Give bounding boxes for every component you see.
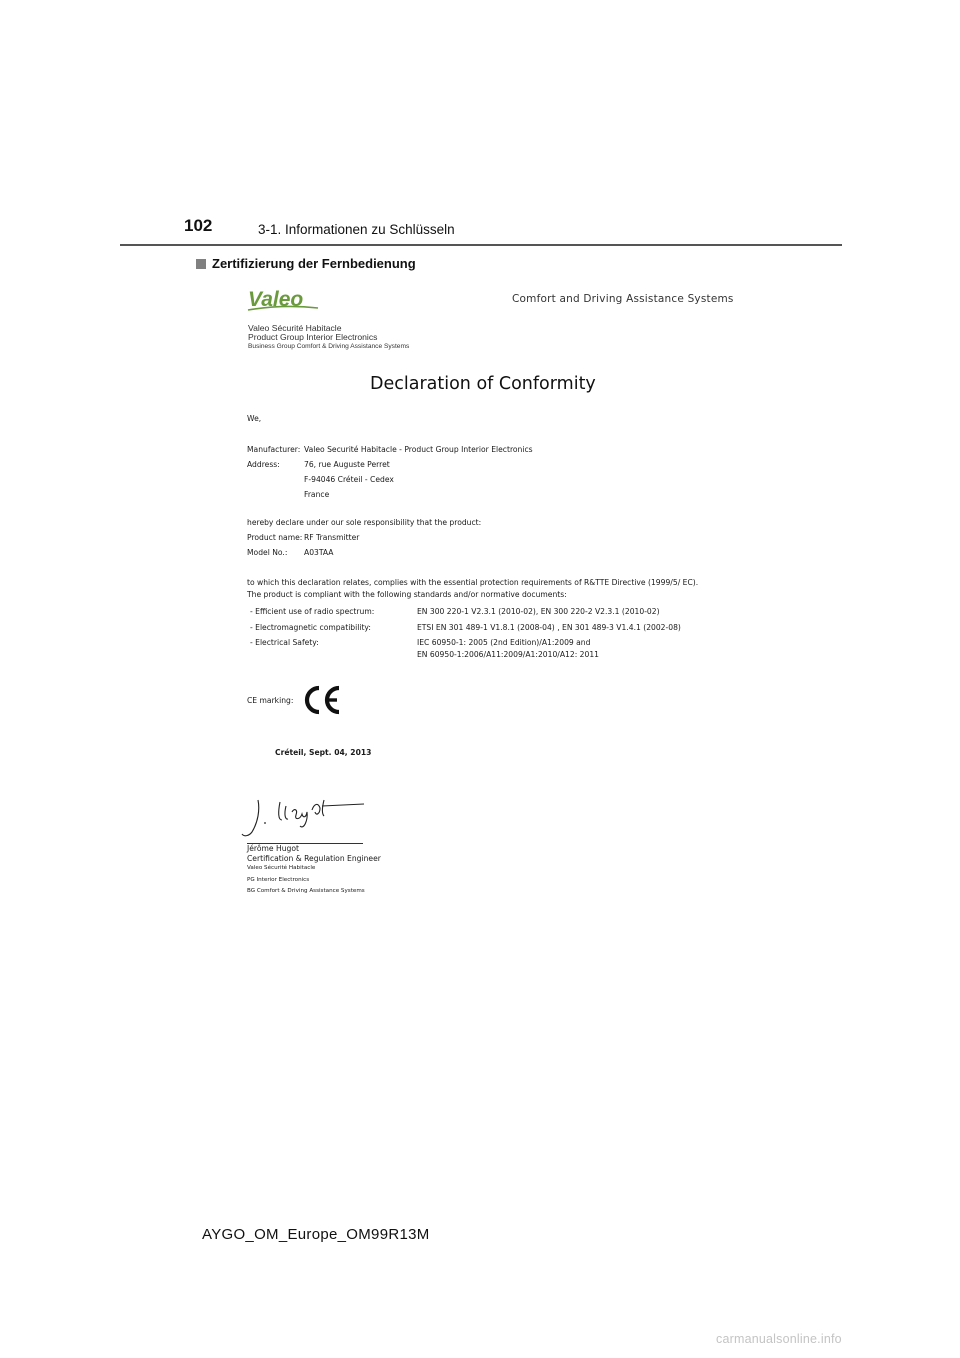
company-block: [248, 324, 409, 351]
declare-text: hereby declare under our sole responsibility that the product:: [247, 518, 482, 527]
standard-value: EN 300 220-1 V2.3.1 (2010-02), EN 300 220-2 V2.3.1 (2010-02): [417, 607, 660, 616]
svg-text:Valeo: Valeo: [248, 288, 304, 311]
product-value: RF Transmitter: [304, 533, 360, 542]
standard-value: ETSI EN 301 489-1 V1.8.1 (2008-04) , EN 301 489-3 V1.4.1 (2002-08): [417, 623, 681, 632]
valeo-logo-icon: [246, 286, 320, 314]
watermark: carmanualsonline.info: [716, 1332, 842, 1346]
standard-value-continued: EN 60950-1:2006/A11:2009/A1:2010/A12: 2011: [417, 650, 599, 659]
footer-code: AYGO_OM_Europe_OM99R13M: [202, 1226, 430, 1243]
signer-org-line: BG Comfort & Driving Assistance Systems: [247, 888, 365, 895]
relates-text: to which this declaration relates, complies with the essential protection requirements of R&TTE Directive (1999/5/ EC).: [247, 578, 699, 587]
model-label: Model No.:: [247, 548, 288, 557]
signer-title: Certification & Regulation Engineer: [247, 853, 381, 863]
standard-label: - Electromagnetic compatibility:: [250, 623, 371, 632]
we-text: We,: [247, 414, 262, 423]
standard-value: IEC 60950-1: 2005 (2nd Edition)/A1:2009 and: [417, 638, 591, 647]
subheading: [196, 256, 416, 271]
place-date: Créteil, Sept. 04, 2013: [275, 748, 372, 757]
square-bullet-icon: [196, 259, 206, 269]
ce-label: CE marking:: [247, 696, 294, 705]
company-line: Valeo Sécurité Habitacle: [248, 323, 342, 333]
company-line: Product Group Interior Electronics: [248, 332, 378, 342]
standard-label: - Electrical Safety:: [250, 638, 319, 647]
manufacturer-label: Manufacturer:: [247, 445, 301, 454]
subheading-text: Zertifizierung der Fernbedienung: [212, 256, 416, 271]
address-line: 76, rue Auguste Perret: [304, 460, 390, 469]
product-label: Product name:: [247, 533, 303, 542]
page-number: 102: [184, 216, 213, 235]
model-value: A03TAA: [304, 548, 334, 557]
manufacturer-value: Valeo Securité Habitacle - Product Group Interior Electronics: [304, 445, 533, 454]
address-line: F-94046 Créteil - Cedex: [304, 475, 394, 484]
signer-name: Jérôme Hugot: [247, 844, 299, 853]
signer-org-line: PG Interior Electronics: [247, 876, 310, 883]
address-line: France: [304, 490, 330, 499]
signer-org-line: Valeo Sécurité Habitacle: [247, 865, 316, 872]
signature-icon: [236, 790, 366, 840]
signer-block: [247, 844, 381, 898]
ce-mark-icon: [302, 683, 342, 717]
section-title: 3-1. Informationen zu Schlüsseln: [258, 222, 455, 237]
compliant-text: The product is compliant with the following standards and/or normative documents:: [247, 590, 567, 599]
standard-label: - Efficient use of radio spectrum:: [250, 607, 375, 616]
company-line: Business Group Comfort & Driving Assistance Systems: [248, 343, 410, 350]
address-label: Address:: [247, 460, 280, 469]
tagline: Comfort and Driving Assistance Systems: [512, 293, 734, 305]
document-title: Declaration of Conformity: [370, 374, 596, 394]
header-divider: [120, 244, 842, 246]
